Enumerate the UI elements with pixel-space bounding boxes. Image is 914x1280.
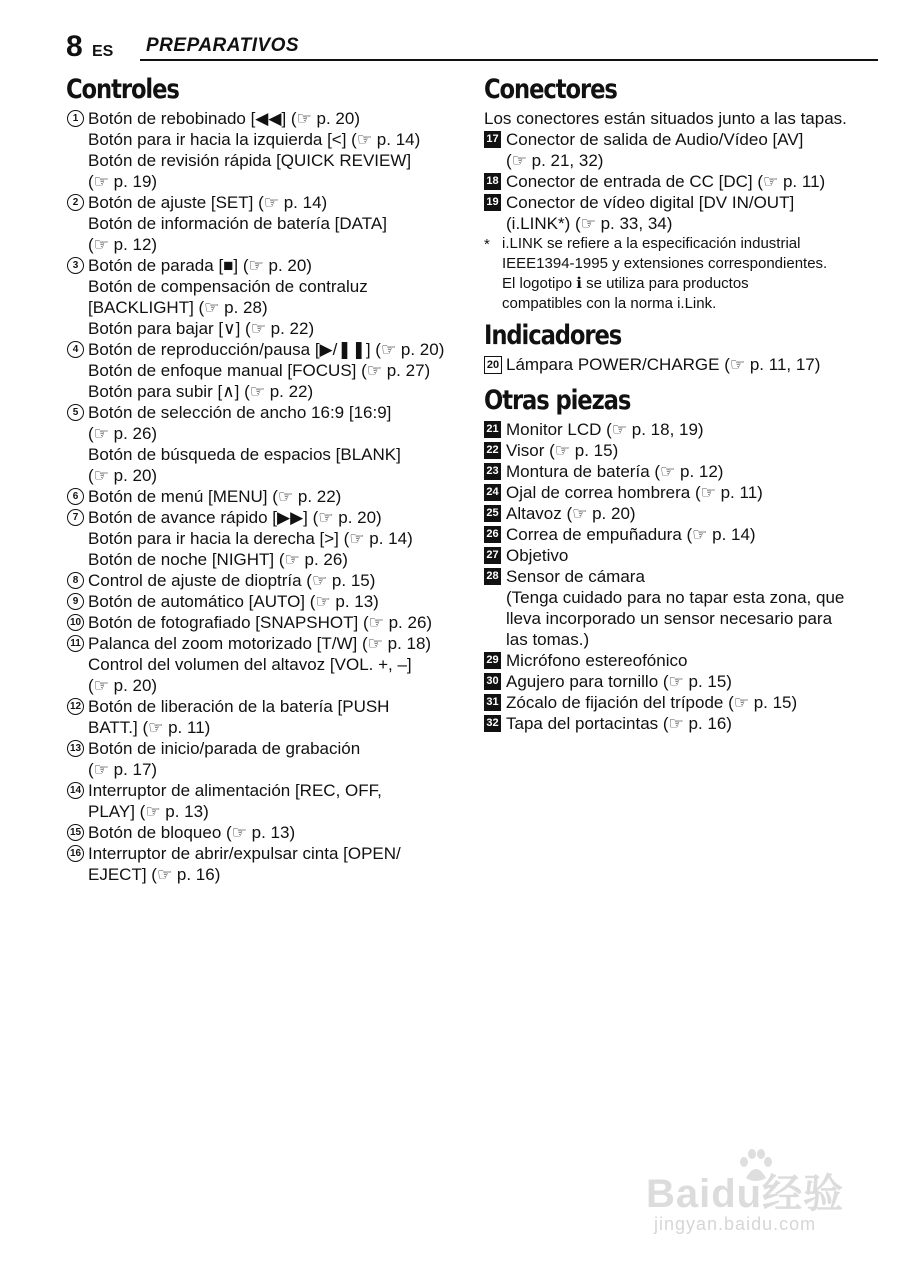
- item-text-line: Botón de inicio/parada de grabación: [88, 739, 361, 758]
- list-item: [484, 566, 884, 650]
- conectores-intro: Los conectores están situados junto a las tapas.: [484, 109, 847, 128]
- list-item: [484, 671, 884, 692]
- item-text-line: (☞ p. 26): [88, 424, 158, 443]
- circled-number: 3: [67, 257, 84, 274]
- item-text-line: Monitor LCD (☞ p. 18, 19): [506, 420, 704, 439]
- list-item: [66, 255, 466, 339]
- conectores-list: [484, 129, 884, 234]
- indicadores-heading: Indicadores: [484, 320, 622, 351]
- list-item: [484, 545, 884, 566]
- boxed-number: 26: [484, 526, 501, 543]
- list-item: [66, 591, 466, 612]
- item-text-line: PLAY] (☞ p. 13): [88, 802, 209, 821]
- item-text-line: Botón de avance rápido [▶▶] (☞ p. 20): [88, 508, 382, 527]
- boxed-number: 22: [484, 442, 501, 459]
- item-text-line: Micrófono estereofónico: [506, 651, 688, 670]
- boxed-number: 25: [484, 505, 501, 522]
- item-text-line: Botón de ajuste [SET] (☞ p. 14): [88, 193, 328, 212]
- circled-number: 9: [67, 593, 84, 610]
- page-header: [66, 32, 878, 62]
- list-item: [66, 570, 466, 591]
- footnote-line: IEEE1394-1995 y extensiones correspondientes.: [502, 255, 828, 272]
- item-text-line: (☞ p. 12): [88, 235, 158, 254]
- list-item: [66, 486, 466, 507]
- item-text-line: Botón para ir hacia la derecha [>] (☞ p. 14): [88, 529, 413, 548]
- circled-number: 8: [67, 572, 84, 589]
- list-item: [484, 419, 884, 440]
- otras-piezas-heading: Otras piezas: [484, 385, 631, 416]
- circled-number: 11: [67, 635, 84, 652]
- page-number: 8: [66, 30, 83, 63]
- item-text-line: Botón de reproducción/pausa [▶/❚❚] (☞ p. 20): [88, 340, 445, 359]
- conectores-heading: Conectores: [484, 74, 617, 105]
- item-text-line: lleva incorporado un sensor necesario para: [506, 609, 833, 628]
- circled-number: 16: [67, 845, 84, 862]
- list-item: [484, 650, 884, 671]
- circled-number: 6: [67, 488, 84, 505]
- circled-number: 12: [67, 698, 84, 715]
- item-text-line: Botón de noche [NIGHT] (☞ p. 26): [88, 550, 348, 569]
- item-text-line: Botón de revisión rápida [QUICK REVIEW]: [88, 151, 412, 170]
- baidu-watermark: [646, 1148, 896, 1238]
- circled-number: 2: [67, 194, 84, 211]
- item-text-line: Montura de batería (☞ p. 12): [506, 462, 724, 481]
- watermark-url: jingyan.baidu.com: [654, 1214, 817, 1234]
- circled-number: 5: [67, 404, 84, 421]
- indicadores-list: [484, 354, 884, 375]
- circled-number: 7: [67, 509, 84, 526]
- otras-piezas-list: [484, 419, 884, 734]
- list-item: [484, 503, 884, 524]
- boxed-number: 24: [484, 484, 501, 501]
- item-text-line: Botón para ir hacia la izquierda [<] (☞ p. 14): [88, 130, 421, 149]
- circled-number: 13: [67, 740, 84, 757]
- item-text-line: (☞ p. 21, 32): [506, 151, 604, 170]
- section-label: PREPARATIVOS: [146, 35, 300, 56]
- circled-number: 10: [67, 614, 84, 631]
- list-item: [484, 524, 884, 545]
- list-item: [484, 461, 884, 482]
- header-rule: [140, 59, 878, 61]
- controles-list: [66, 108, 466, 885]
- circled-number: 1: [67, 110, 84, 127]
- list-item: [66, 507, 466, 570]
- list-item: [66, 696, 466, 738]
- item-text-line: Objetivo: [506, 546, 569, 565]
- item-text-line: Tapa del portacintas (☞ p. 16): [506, 714, 732, 733]
- list-item: [484, 692, 884, 713]
- item-text-line: (☞ p. 20): [88, 466, 158, 485]
- boxed-number: 19: [484, 194, 501, 211]
- list-item: [66, 108, 466, 192]
- item-text-line: Botón de automático [AUTO] (☞ p. 13): [88, 592, 379, 611]
- item-text-line: las tomas.): [506, 630, 590, 649]
- list-item: [66, 738, 466, 780]
- item-text-line: Botón de fotografiado [SNAPSHOT] (☞ p. 26): [88, 613, 433, 632]
- item-text-line: Ojal de correa hombrera (☞ p. 11): [506, 483, 763, 502]
- list-item: [484, 440, 884, 461]
- item-text-line: Zócalo de fijación del trípode (☞ p. 15): [506, 693, 798, 712]
- list-item: [66, 402, 466, 486]
- footnote-line: El logotipo ℹ se utiliza para productos: [502, 275, 749, 292]
- list-item: [66, 822, 466, 843]
- boxed-number: 17: [484, 131, 501, 148]
- circled-number: 4: [67, 341, 84, 358]
- boxed-number: 20: [484, 356, 502, 374]
- boxed-number: 32: [484, 715, 501, 732]
- list-item: [66, 633, 466, 696]
- item-text-line: Botón de rebobinado [◀◀] (☞ p. 20): [88, 109, 360, 128]
- language-code: ES: [92, 43, 114, 60]
- item-text-line: Altavoz (☞ p. 20): [506, 504, 636, 523]
- item-text-line: Correa de empuñadura (☞ p. 14): [506, 525, 756, 544]
- boxed-number: 23: [484, 463, 501, 480]
- item-text-line: Botón de enfoque manual [FOCUS] (☞ p. 27): [88, 361, 431, 380]
- item-text-line: Botón para subir [∧] (☞ p. 22): [88, 382, 314, 401]
- watermark-brand: Baidu经验: [646, 1172, 845, 1216]
- boxed-number: 31: [484, 694, 501, 711]
- boxed-number: 29: [484, 652, 501, 669]
- item-text-line: Botón para bajar [∨] (☞ p. 22): [88, 319, 315, 338]
- list-item: [484, 192, 884, 234]
- list-item: [484, 129, 884, 171]
- item-text-line: Botón de búsqueda de espacios [BLANK]: [88, 445, 401, 464]
- item-text-line: Conector de vídeo digital [DV IN/OUT]: [506, 193, 795, 212]
- footnote-marker: *: [484, 236, 490, 253]
- boxed-number: 21: [484, 421, 501, 438]
- list-item: [66, 192, 466, 255]
- item-text-line: (Tenga cuidado para no tapar esta zona, que: [506, 588, 845, 607]
- footnote-line: i.LINK se refiere a la especificación industrial: [502, 235, 801, 252]
- boxed-number: 18: [484, 173, 501, 190]
- item-text-line: EJECT] (☞ p. 16): [88, 865, 221, 884]
- item-text-line: Botón de selección de ancho 16:9 [16:9]: [88, 403, 392, 422]
- item-text-line: Visor (☞ p. 15): [506, 441, 619, 460]
- item-text-line: Botón de bloqueo (☞ p. 13): [88, 823, 296, 842]
- boxed-number: 28: [484, 568, 501, 585]
- list-item: [484, 171, 884, 192]
- boxed-number: 27: [484, 547, 501, 564]
- controles-heading: Controles: [66, 74, 179, 105]
- item-text-line: Interruptor de abrir/expulsar cinta [OPEN/: [88, 844, 401, 863]
- item-text-line: (☞ p. 17): [88, 760, 158, 779]
- left-column: [66, 72, 466, 885]
- item-text-line: Botón de parada [■] (☞ p. 20): [88, 256, 312, 275]
- item-text-line: (i.LINK*) (☞ p. 33, 34): [506, 214, 673, 233]
- item-text-line: Interruptor de alimentación [REC, OFF,: [88, 781, 382, 800]
- circled-number: 14: [67, 782, 84, 799]
- item-text-line: Control de ajuste de dioptría (☞ p. 15): [88, 571, 376, 590]
- list-item: [66, 780, 466, 822]
- boxed-number: 30: [484, 673, 501, 690]
- item-text-line: (☞ p. 19): [88, 172, 158, 191]
- item-text-line: Botón de menú [MENU] (☞ p. 22): [88, 487, 342, 506]
- item-text-line: Lámpara POWER/CHARGE (☞ p. 11, 17): [506, 355, 821, 374]
- circled-number: 15: [67, 824, 84, 841]
- item-text-line: Conector de salida de Audio/Vídeo [AV]: [506, 130, 804, 149]
- item-text-line: Sensor de cámara: [506, 567, 645, 586]
- list-item: [66, 339, 466, 402]
- list-item: [484, 354, 884, 375]
- list-item: [484, 482, 884, 503]
- right-column: [484, 72, 884, 734]
- list-item: [66, 612, 466, 633]
- item-text-line: Botón de información de batería [DATA]: [88, 214, 387, 233]
- item-text-line: Botón de liberación de la batería [PUSH: [88, 697, 390, 716]
- list-item: [484, 713, 884, 734]
- footnote-line: compatibles con la norma i.Link.: [502, 295, 717, 312]
- item-text-line: Botón de compensación de contraluz: [88, 277, 368, 296]
- item-text-line: BATT.] (☞ p. 11): [88, 718, 211, 737]
- item-text-line: (☞ p. 20): [88, 676, 158, 695]
- item-text-line: Conector de entrada de CC [DC] (☞ p. 11): [506, 172, 826, 191]
- item-text-line: [BACKLIGHT] (☞ p. 28): [88, 298, 268, 317]
- item-text-line: Agujero para tornillo (☞ p. 15): [506, 672, 732, 691]
- item-text-line: Palanca del zoom motorizado [T/W] (☞ p. 18): [88, 634, 432, 653]
- item-text-line: Control del volumen del altavoz [VOL. +, –]: [88, 655, 412, 674]
- ilink-footnote: [484, 234, 884, 314]
- list-item: [66, 843, 466, 885]
